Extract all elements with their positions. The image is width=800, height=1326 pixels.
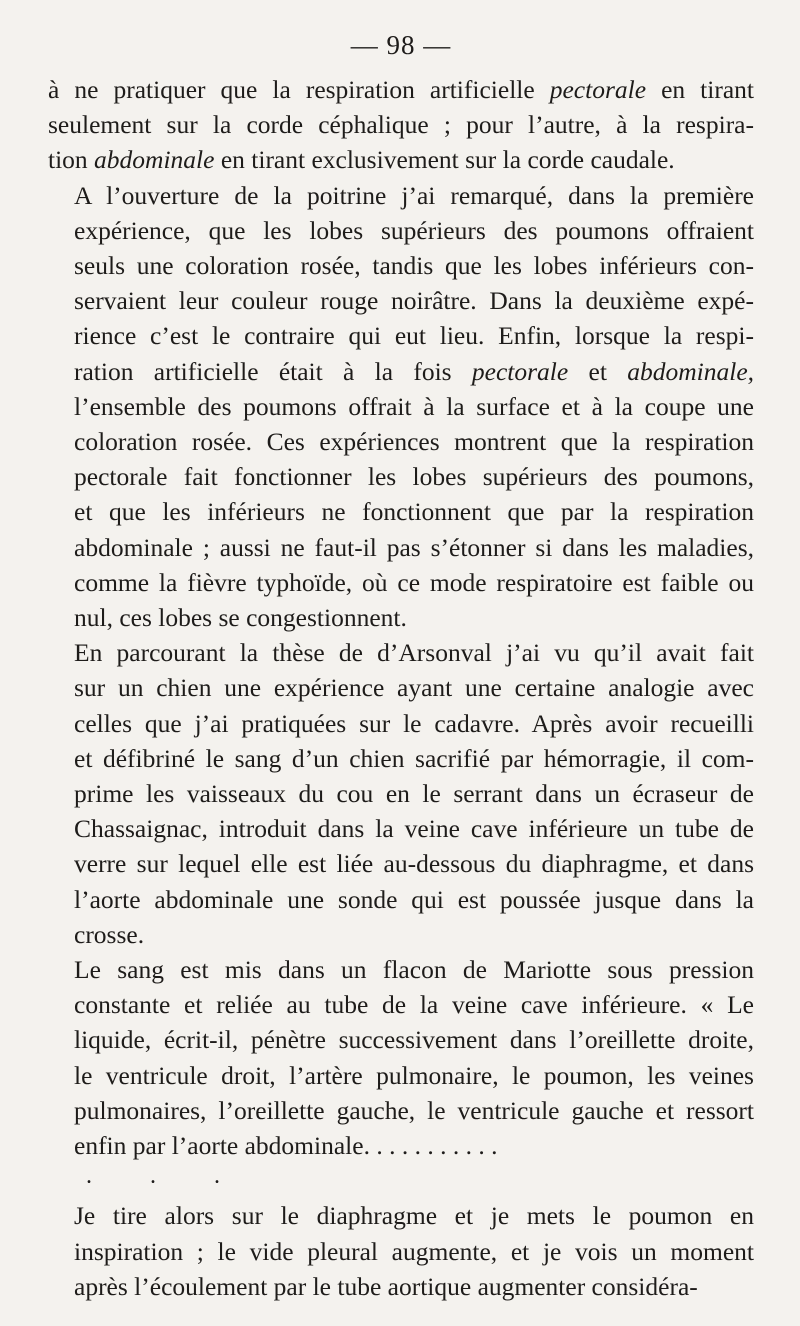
text-line	[48, 459, 754, 494]
text-run: l’aorte abdominale une sonde qui est poussée jusque dans la	[74, 884, 754, 914]
text-run: seulement sur la corde céphalique ; pour l’autre, à la respira-	[48, 110, 754, 140]
paragraph-3	[48, 635, 754, 952]
text-line	[48, 987, 754, 1022]
paragraph-2	[48, 178, 754, 636]
text-line	[48, 178, 754, 213]
text-line	[48, 706, 754, 741]
text-line	[48, 1234, 754, 1269]
text-line	[48, 354, 754, 389]
text-line	[48, 494, 754, 529]
text-run: abdominale ; aussi ne faut-il pas s’étonner si dans les maladies,	[74, 532, 754, 562]
text-run: pectorale fait fonctionner les lobes supérieurs des poumons,	[74, 462, 754, 492]
text-line	[48, 1198, 754, 1233]
text-run: rience c’est le contraire qui eut lieu. Enfin, lorsque la respi-	[74, 321, 754, 351]
text-run: ration artificielle était à la fois	[74, 356, 472, 386]
text-line	[48, 248, 754, 283]
text-run: liquide, écrit-il, pénètre successivement dans l’oreillette droite,	[74, 1025, 754, 1055]
italic-text: abdominale,	[627, 356, 755, 386]
text-line	[48, 318, 754, 353]
text-run: expérience, que les lobes supérieurs des poumons offraient	[74, 215, 754, 245]
text-line	[48, 424, 754, 459]
text-run: enfin par l’aorte abdominale. . . . . . . . . . .	[74, 1131, 498, 1161]
text-line	[48, 670, 754, 705]
text-run: prime les vaisseaux du cou en le serrant dans un écraseur de	[74, 779, 754, 809]
text-run: en tirant	[646, 75, 754, 104]
paragraph-4	[48, 952, 754, 1163]
text-line	[48, 952, 754, 987]
text-line	[48, 107, 754, 142]
text-line	[48, 283, 754, 318]
text-line	[48, 389, 754, 424]
text-run: celles que j’ai pratiquées sur le cadavre. Après avoir recueilli	[74, 708, 754, 738]
text-run: coloration rosée. Ces expériences montrent que la respiration	[74, 427, 754, 457]
text-line	[48, 213, 754, 248]
paragraph-5	[48, 1198, 754, 1304]
text-line	[48, 600, 754, 635]
text-run: en tirant exclusivement sur la corde caudale.	[214, 145, 675, 175]
page-number: — 98 —	[350, 30, 452, 60]
text-line	[48, 776, 754, 811]
text-line	[48, 1128, 754, 1163]
paragraph-1	[48, 72, 754, 178]
text-line	[48, 1269, 754, 1304]
text-run: et défibriné le sang d’un chien sacrifié par hémorragie, il com-	[74, 743, 754, 773]
text-run: servaient leur couleur rouge noirâtre. Dans la deuxième expé-	[74, 286, 754, 316]
text-run: nul, ces lobes se congestionnent.	[74, 603, 407, 633]
italic-text: abdominale	[94, 145, 215, 175]
text-run: A l’ouverture de la poitrine j’ai remarqué, dans la première	[74, 180, 754, 210]
ellipsis-row: . . .	[86, 1163, 246, 1190]
text-run: pulmonaires, l’oreillette gauche, le ventricule gauche et ressort	[74, 1095, 754, 1125]
text-run: seuls une coloration rosée, tandis que les lobes inférieurs con-	[74, 251, 754, 281]
text-line	[48, 882, 754, 917]
text-line	[48, 1093, 754, 1128]
text-line	[48, 1022, 754, 1057]
text-run: En parcourant la thèse de d’Arsonval j’ai vu qu’il avait fait	[74, 638, 754, 668]
text-line	[48, 917, 754, 952]
italic-text: pectorale	[549, 75, 647, 104]
text-line	[48, 530, 754, 565]
text-line	[48, 1058, 754, 1093]
text-run: l’ensemble des poumons offrait à la surface et à la coupe une	[74, 391, 754, 421]
text-run: après l’écoulement par le tube aortique augmenter considéra-	[74, 1271, 698, 1301]
text-run: et que les inférieurs ne fonctionnent que par la respiration	[74, 497, 754, 527]
text-run: comme la fièvre typhoïde, où ce mode respiratoire est faible ou	[74, 567, 754, 597]
text-line	[48, 741, 754, 776]
text-run: sur un chien une expérience ayant une certaine analogie avec	[74, 673, 754, 703]
text-run: le ventricule droit, l’artère pulmonaire, le poumon, les veines	[74, 1060, 754, 1090]
text-line	[48, 635, 754, 670]
text-run: inspiration ; le vide pleural augmente, et je vois un moment	[74, 1236, 754, 1266]
text-run: verre sur lequel elle est liée au-dessous du diaphragme, et dans	[74, 849, 754, 879]
text-run: Le sang est mis dans un flacon de Mariotte sous pression	[74, 955, 754, 985]
text-line	[48, 142, 754, 177]
text-line	[48, 846, 754, 881]
text-run: crosse.	[74, 919, 145, 949]
text-run: Chassaignac, introduit dans la veine cave inférieure un tube de	[74, 814, 754, 844]
text-run: tion	[48, 145, 95, 175]
text-run: et	[568, 356, 628, 386]
text-line	[48, 565, 754, 600]
text-run: constante et reliée au tube de la veine cave inférieure. « Le	[74, 990, 754, 1020]
text-run: Je tire alors sur le diaphragme et je mets le poumon en	[74, 1201, 754, 1231]
text-line	[48, 72, 754, 107]
italic-text: pectorale	[471, 356, 569, 386]
text-line	[48, 811, 754, 846]
page-body	[48, 72, 754, 1304]
text-run: à ne pratiquer que la respiration artificielle	[48, 75, 550, 104]
